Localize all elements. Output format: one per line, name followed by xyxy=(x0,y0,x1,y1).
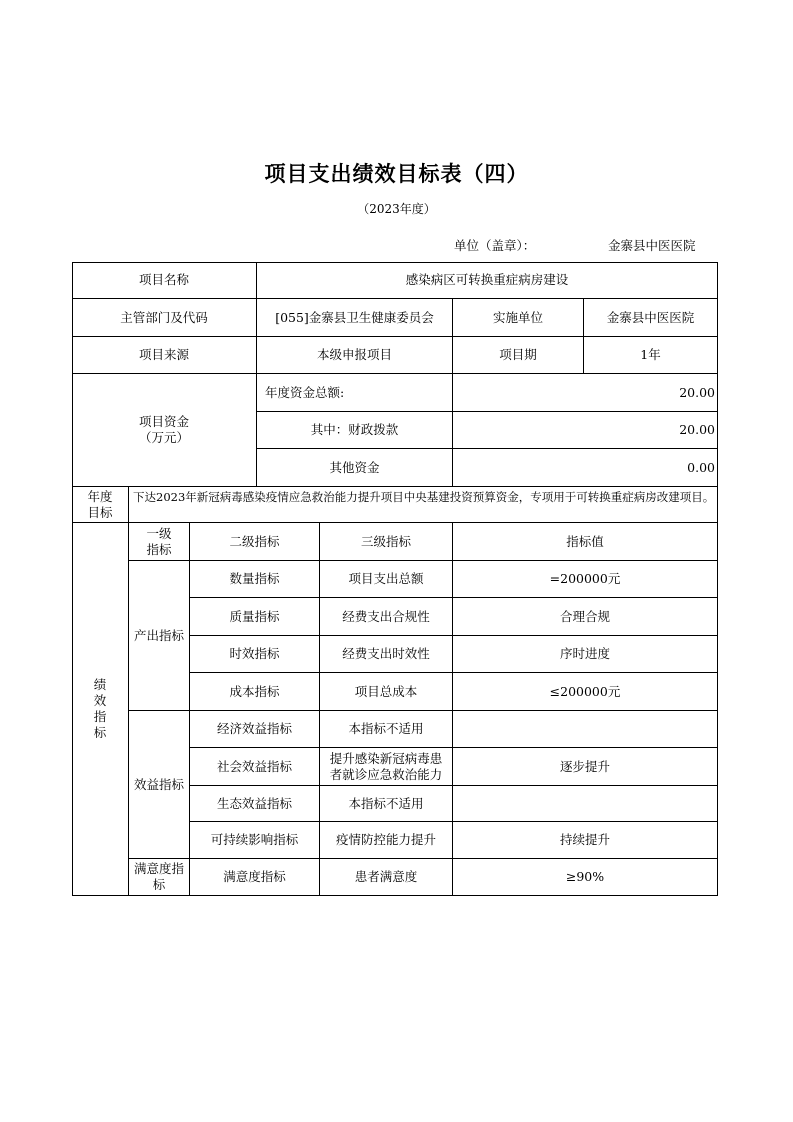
goal-label-line2: 目标 xyxy=(87,504,113,520)
funds-total-label: 年度资金总额: xyxy=(257,374,453,412)
benefit-l3: 本指标不适用 xyxy=(320,711,453,748)
output-l3: 项目总成本 xyxy=(320,673,453,711)
header-level1-line2: 指标 xyxy=(146,541,172,557)
funds-label xyxy=(72,374,257,487)
section-char: 标 xyxy=(93,725,107,740)
output-value: ≤200000元 xyxy=(453,673,718,711)
funds-fiscal-label: 其中：财政拨款 xyxy=(257,412,453,449)
benefit-l2: 可持续影响指标 xyxy=(190,822,320,859)
benefit-l3-line1: 提升感染新冠病毒患 xyxy=(329,750,443,766)
impl-value: 金寨县中医医院 xyxy=(584,299,718,337)
output-value: 合理合规 xyxy=(453,598,718,636)
satisfaction-value: ≥90% xyxy=(453,859,718,896)
goal-label xyxy=(72,487,129,523)
header-level2: 二级指标 xyxy=(190,523,320,561)
year-subtitle: （2023年度） xyxy=(357,202,436,216)
performance-table xyxy=(72,262,718,896)
header-level1-line1: 一级 xyxy=(146,525,172,541)
funds-fiscal-value: 20.00 xyxy=(453,412,718,449)
satisfaction-label-line2: 标 xyxy=(152,877,166,892)
output-indicators-label: 产出指标 xyxy=(129,561,190,711)
benefit-l2: 社会效益指标 xyxy=(190,748,320,786)
output-l2: 数量指标 xyxy=(190,561,320,598)
benefit-value xyxy=(453,711,718,748)
source-label: 项目来源 xyxy=(72,337,257,374)
header-value: 指标值 xyxy=(453,523,718,561)
unit-value: 金寨县中医医院 xyxy=(608,238,696,253)
output-l2: 质量指标 xyxy=(190,598,320,636)
goal-label-line1: 年度 xyxy=(87,488,113,504)
benefit-l3: 疫情防控能力提升 xyxy=(320,822,453,859)
funds-label-line2: （万元） xyxy=(138,430,189,445)
benefit-l2: 经济效益指标 xyxy=(190,711,320,748)
satisfaction-l2: 满意度指标 xyxy=(190,859,320,896)
benefit-indicators-label: 效益指标 xyxy=(129,711,190,859)
output-value: =200000元 xyxy=(453,561,718,598)
header-level1 xyxy=(129,523,190,561)
output-l3: 项目支出总额 xyxy=(320,561,453,598)
output-l3: 经费支出时效性 xyxy=(320,636,453,673)
benefit-l3-line2: 者就诊应急救治能力 xyxy=(329,766,443,782)
impl-label: 实施单位 xyxy=(453,299,584,337)
section-char: 指 xyxy=(93,709,107,724)
output-l2: 时效指标 xyxy=(190,636,320,673)
funds-other-label: 其他资金 xyxy=(257,449,453,487)
benefit-value: 持续提升 xyxy=(453,822,718,859)
funds-total-value: 20.00 xyxy=(453,374,718,412)
benefit-l3 xyxy=(320,748,453,786)
unit-label: 单位（盖章）： xyxy=(454,238,536,253)
output-l2: 成本指标 xyxy=(190,673,320,711)
period-label: 项目期 xyxy=(453,337,584,374)
satisfaction-indicators-label xyxy=(129,859,190,896)
indicators-section-label xyxy=(72,523,129,896)
page-title: 项目支出绩效目标表（四） xyxy=(264,162,529,186)
period-value: 1年 xyxy=(584,337,718,374)
project-name-value: 感染病区可转换重症病房建设 xyxy=(257,262,718,299)
satisfaction-label-line1: 满意度指 xyxy=(133,861,184,876)
output-value: 序时进度 xyxy=(453,636,718,673)
section-char: 效 xyxy=(93,693,107,708)
funds-other-value: 0.00 xyxy=(453,449,718,487)
satisfaction-l3: 患者满意度 xyxy=(320,859,453,896)
funds-label-line1: 项目资金 xyxy=(138,414,189,429)
project-name-label: 项目名称 xyxy=(72,262,257,299)
benefit-value xyxy=(453,786,718,822)
section-char: 绩 xyxy=(93,677,107,692)
dept-value: [055]金寨县卫生健康委员会 xyxy=(257,299,453,337)
benefit-l3: 本指标不适用 xyxy=(320,786,453,822)
header-level3: 三级指标 xyxy=(320,523,453,561)
dept-label: 主管部门及代码 xyxy=(72,299,257,337)
source-value: 本级申报项目 xyxy=(257,337,453,374)
benefit-l2: 生态效益指标 xyxy=(190,786,320,822)
goal-text: 下达2023年新冠病毒感染疫情应急救治能力提升项目中央基建投资预算资金，专项用于可转换重症病房改建项目。 xyxy=(129,487,718,523)
benefit-value: 逐步提升 xyxy=(453,748,718,786)
output-l3: 经费支出合规性 xyxy=(320,598,453,636)
